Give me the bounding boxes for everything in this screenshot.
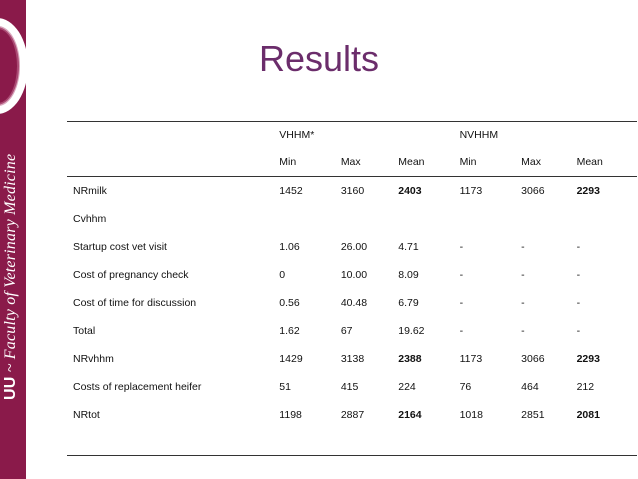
table-cell: - <box>459 241 464 253</box>
group-header-row <box>67 122 637 149</box>
table-row <box>67 373 637 401</box>
table-cell: 26.00 <box>340 241 368 253</box>
sub-header-mean: Mean <box>398 148 459 177</box>
row-label: Cost of time for discussion <box>73 297 197 309</box>
table-cell: 67 <box>340 325 353 337</box>
results-table <box>67 121 637 456</box>
group-header-nvhhm: NVHHM <box>460 122 522 149</box>
table-cell <box>279 205 341 233</box>
table-cell: - <box>459 269 464 281</box>
table-cell: - <box>576 241 581 253</box>
table-cell: 224 <box>398 381 416 393</box>
group-header-vhhm: VHHM* <box>279 122 341 149</box>
table-row <box>67 177 637 206</box>
table-cell: 415 <box>340 381 359 393</box>
row-label: Costs of replacement heifer <box>73 381 202 393</box>
slide-title: Results <box>258 38 380 79</box>
table-cell: 3066 <box>521 353 545 365</box>
table-cell: 2164 <box>398 409 422 421</box>
table-cell: 2887 <box>340 409 365 421</box>
table-cell <box>398 205 459 233</box>
table-cell: 6.79 <box>398 297 419 309</box>
sub-header-max: Max <box>521 148 576 177</box>
row-label: Cvhhm <box>73 213 107 225</box>
table-row <box>67 401 637 429</box>
table-row <box>67 289 637 317</box>
table-row <box>67 233 637 261</box>
sub-header-mean: Mean <box>577 148 637 177</box>
table-cell: 1173 <box>459 185 483 197</box>
row-label: Total <box>73 325 96 337</box>
table-cell: 1429 <box>279 353 303 365</box>
table-cell: - <box>459 325 464 337</box>
table-cell: 2388 <box>398 353 422 365</box>
row-label: Startup cost vet visit <box>73 241 167 253</box>
row-label: NRtot <box>73 409 100 421</box>
table-cell <box>341 205 398 233</box>
faculty-logo-text <box>2 154 20 400</box>
table-cell: 40.48 <box>340 297 368 309</box>
table-cell: - <box>576 325 581 337</box>
table-cell: 51 <box>279 381 291 393</box>
table-cell: - <box>459 297 464 309</box>
row-label: NRvhhm <box>73 353 114 365</box>
table-cell: 1018 <box>459 409 483 421</box>
table-cell: 1.06 <box>279 241 300 253</box>
table-row <box>67 345 637 373</box>
table-cell: 4.71 <box>398 241 419 253</box>
table-cell: 0 <box>279 269 286 281</box>
table-cell: 76 <box>459 381 472 393</box>
table-cell: 1198 <box>279 409 302 421</box>
table-footer-spacer <box>67 429 637 456</box>
table-cell: - <box>521 297 525 309</box>
faculty-logo-abbrev: UU <box>2 376 19 400</box>
table-cell: 1173 <box>459 353 483 365</box>
table-cell: - <box>576 297 581 309</box>
table-cell: 3160 <box>340 185 365 197</box>
table-cell: 19.62 <box>398 325 425 337</box>
table-cell: 8.09 <box>398 269 419 281</box>
row-label: NRmilk <box>73 185 107 197</box>
sub-header-min: Min <box>460 148 522 177</box>
table-cell: - <box>521 269 525 281</box>
table-cell: 212 <box>576 381 595 393</box>
table-cell: 2851 <box>521 409 545 421</box>
table-cell: 1452 <box>279 185 303 197</box>
table-cell <box>460 205 522 233</box>
table-cell: 3066 <box>521 185 545 197</box>
faculty-logo-name: ~ Faculty of Veterinary Medicine <box>2 153 19 377</box>
table-cell: 2081 <box>576 409 600 421</box>
table-cell: 2293 <box>576 185 600 197</box>
table-cell <box>521 205 576 233</box>
table-cell: - <box>521 241 525 253</box>
table-cell: 3138 <box>340 353 365 365</box>
table-cell: 1.62 <box>279 325 300 337</box>
sub-header-min: Min <box>279 148 341 177</box>
table-cell: - <box>521 325 525 337</box>
table-cell <box>577 205 637 233</box>
table-cell: 2403 <box>398 185 422 197</box>
table-cell: - <box>576 269 581 281</box>
table-row <box>67 261 637 289</box>
table-row <box>67 317 637 345</box>
row-label: Cost of pregnancy check <box>73 269 189 281</box>
table-cell: 10.00 <box>340 269 368 281</box>
table-cell: 0.56 <box>279 297 300 309</box>
sub-header-max: Max <box>341 148 398 177</box>
table-cell: 464 <box>521 381 539 393</box>
sub-header-row <box>67 148 637 177</box>
table-row <box>67 205 637 233</box>
table-cell: 2293 <box>576 353 600 365</box>
